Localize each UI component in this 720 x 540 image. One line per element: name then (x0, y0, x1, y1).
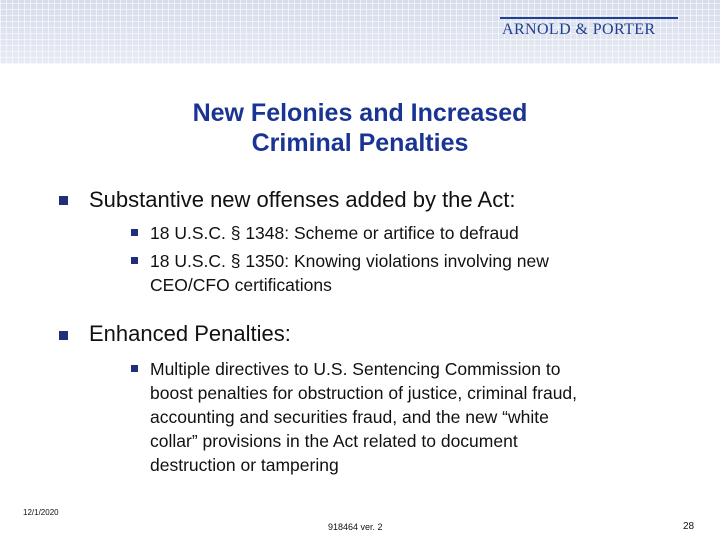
slide-title (0, 98, 720, 158)
square-bullet-icon (131, 257, 138, 264)
square-bullet-icon (131, 365, 138, 372)
square-bullet-icon (59, 196, 68, 205)
sub-bullet-text: 18 U.S.C. § 1348: Scheme or artifice to defraud (150, 223, 519, 243)
sub-bullet-text: 18 U.S.C. § 1350: Knowing violations involving new CEO/CFO certifications (150, 251, 549, 295)
footer-doc-id: 918464 ver. 2 (328, 522, 383, 532)
footer-date: 12/1/2020 (23, 508, 59, 517)
sub-bullet-text: Multiple directives to U.S. Sentencing Commission to boost penalties for obstruction of justice, criminal fraud, accounting and securities fraud, and the new “white collar” provisions in the Act related to document destruction or tampering (150, 359, 578, 475)
square-bullet-icon (131, 229, 138, 236)
bullet-text: Enhanced Penalties: (89, 321, 291, 346)
bullet-text: Substantive new offenses added by the Act: (89, 187, 516, 212)
firm-logo: ARNOLD & PORTER (502, 21, 656, 38)
slide-title-line-1: New Felonies and Increased (192, 99, 528, 127)
page-number: 28 (683, 521, 695, 532)
square-bullet-icon (59, 331, 68, 340)
logo-rule (500, 17, 678, 19)
slide-title-line-2: Criminal Penalties (251, 129, 469, 157)
